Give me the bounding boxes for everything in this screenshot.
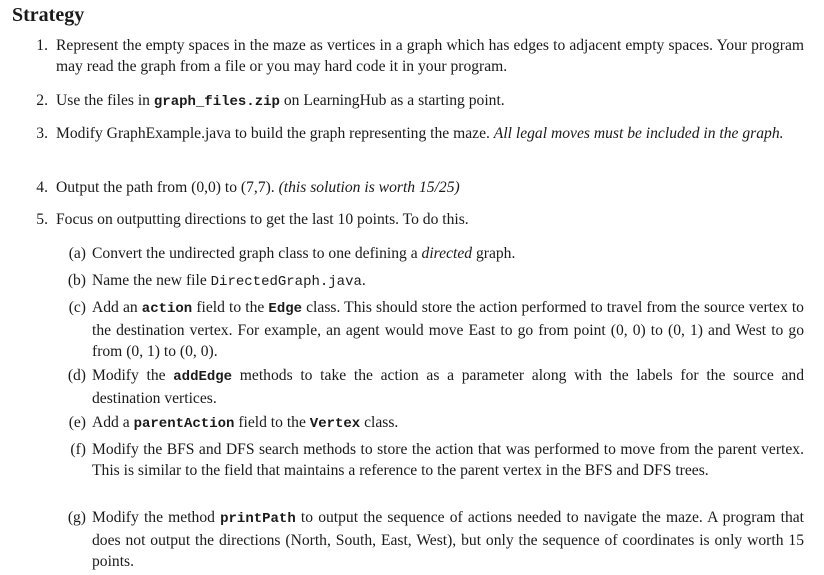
subitem-text bbox=[92, 507, 804, 572]
subitem-c-mid: field to the bbox=[196, 299, 265, 316]
subitem-e-mid: field to the bbox=[238, 414, 306, 431]
subitem-text bbox=[92, 270, 804, 293]
subitem-label: (a) bbox=[68, 245, 86, 262]
item-number: 1. bbox=[36, 37, 48, 54]
subitem-a-post: graph. bbox=[475, 245, 516, 262]
subitem-g-pre: Modify the method bbox=[92, 509, 215, 526]
subitem-d-code: addEdge bbox=[173, 369, 233, 385]
subitem-c-pre: Add an bbox=[92, 299, 138, 316]
item-2-code: graph_files.zip bbox=[153, 94, 280, 110]
subitem-g-post: to output the sequence of actions needed to navigate the maze. A program that does not output the directions (North, South, East, West), but only the sequence of coordinates is only worth 15 points. bbox=[92, 509, 805, 570]
item-2-text-pre: Use the files in bbox=[56, 92, 150, 109]
subitem-c-code-1: action bbox=[141, 301, 193, 317]
item-4-text-pre: Output the path from (0,0) to (7,7). bbox=[56, 179, 275, 196]
subitem-e-code-2: Vertex bbox=[309, 416, 361, 432]
item-2-text-post: on LearningHub as a starting point. bbox=[283, 92, 505, 109]
item-5-text: Focus on outputting directions to get the last 10 points. To do this. bbox=[56, 211, 469, 228]
subitem-label: (g) bbox=[67, 509, 86, 526]
item-number: 4. bbox=[36, 179, 48, 196]
subitem-label: (e) bbox=[68, 414, 86, 431]
item-number: 2. bbox=[36, 92, 48, 109]
subitem-f-text: Modify the BFS and DFS search methods to store the action that was performed to move from the parent vertex. This is similar to the field that maintains a reference to the parent vertex in the BFS and DFS trees. bbox=[92, 441, 804, 479]
subitem-d-pre: Modify the bbox=[92, 367, 166, 384]
subitem-g-code: printPath bbox=[220, 511, 296, 527]
item-text bbox=[56, 177, 804, 198]
subitem-e-pre: Add a bbox=[92, 414, 130, 431]
subitem-a-pre: Convert the undirected graph class to one defining a bbox=[92, 245, 418, 262]
subitem-text bbox=[92, 412, 804, 435]
item-text bbox=[56, 90, 804, 113]
item-3-text-pre: Modify GraphExample.java to build the graph representing the maze. bbox=[56, 125, 490, 142]
subitem-label: (d) bbox=[67, 367, 86, 384]
item-text bbox=[56, 209, 804, 230]
item-text bbox=[56, 123, 804, 144]
subitem-b-pre: Name the new file bbox=[92, 272, 207, 289]
subitem-e-code-1: parentAction bbox=[133, 416, 235, 432]
subitem-text bbox=[92, 243, 804, 264]
item-4-text-italic: (this solution is worth 15/25) bbox=[278, 179, 460, 196]
subitem-text bbox=[92, 439, 804, 481]
subitem-b-code: DirectedGraph.java bbox=[210, 274, 362, 290]
subitem-text bbox=[92, 365, 804, 409]
item-number: 3. bbox=[36, 125, 48, 142]
subitem-c-post: class. This should store the action performed to travel from the source vertex to the destination vertex. For example, an agent would move East to go from point (0, 0) to (0, 1) and West to go from (0, 1) to (0, 0). bbox=[92, 299, 804, 360]
section-title: Strategy bbox=[12, 4, 85, 26]
subitem-label: (b) bbox=[67, 272, 86, 289]
subitem-c-code-2: Edge bbox=[268, 301, 303, 317]
subitem-text bbox=[92, 297, 804, 362]
subitem-d-post: methods to take the action as a parameter along with the labels for the source and destination vertices. bbox=[92, 367, 804, 407]
subitem-a-italic: directed bbox=[421, 245, 473, 262]
subitem-label: (f) bbox=[70, 441, 86, 458]
subitem-e-post: class. bbox=[364, 414, 399, 431]
subitem-label: (c) bbox=[68, 299, 86, 316]
item-number: 5. bbox=[36, 211, 48, 228]
item-1-text: Represent the empty spaces in the maze as vertices in a graph which has edges to adjacent empty spaces. Your program may read the graph from a file or you may hard code it in your program. bbox=[56, 37, 804, 75]
item-text bbox=[56, 35, 804, 77]
item-3-text-italic: All legal moves must be included in the graph. bbox=[493, 125, 784, 142]
subitem-b-post: . bbox=[361, 272, 366, 289]
